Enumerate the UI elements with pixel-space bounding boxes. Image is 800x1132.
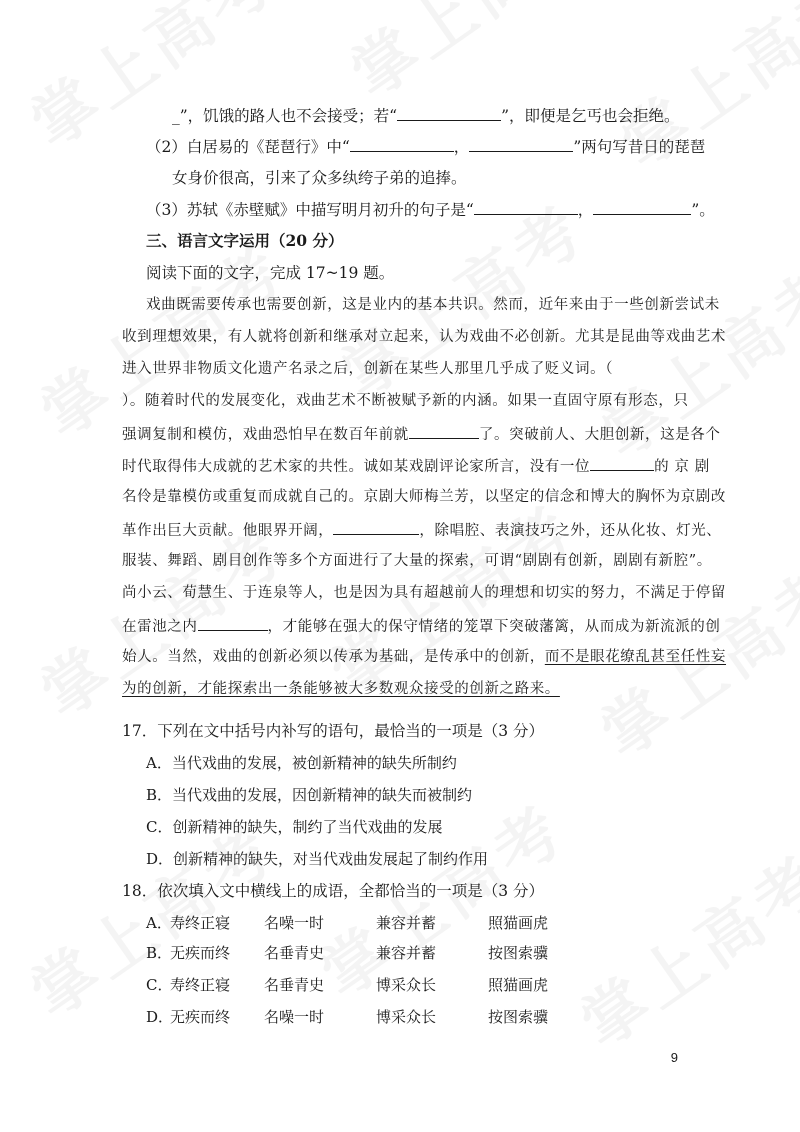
passage-line: 在雷池之内 ，才能够在强大的保守情绪的笼罩下突破藩篱，从而成为新流派的创	[122, 614, 721, 638]
question-2-continuation: 女身价很高，引来了众多纨绔子弟的追捧。	[172, 169, 467, 187]
underlined-sentence: 而不是眼花缭乱甚至任性妄	[544, 649, 727, 665]
answer-blank[interactable]	[397, 104, 501, 121]
passage-line: 始人。当然，戏曲的创新必须以传承为基础，是传承中的创新，而不是眼花缭乱甚至任性妄	[122, 649, 727, 665]
answer-blank[interactable]	[469, 135, 573, 152]
answer-blank[interactable]	[590, 454, 654, 471]
passage-line: ）。随着时代的发展变化，戏曲艺术不断被赋予新的内涵。如果一直固守原有形态，只	[122, 393, 689, 409]
answer-blank[interactable]	[333, 518, 419, 535]
passage-line: 尚小云、荀慧生、于连泉等人，也是因为具有超越前人的理想和切实的努力，不满足于停留	[122, 585, 726, 601]
passage-line: 革作出巨大贡献。他眼界开阔， ，除唱腔、表演技巧之外，还从化妆、灯光、	[122, 518, 721, 542]
question-17-option-a[interactable]: A．当代戏曲的发展，被创新精神的缺失所制约	[146, 754, 457, 772]
question-2-line: （2）白居易的《琵琶行》中“ ， ”两句写昔日的琵琶	[146, 135, 705, 158]
passage-line: 时代取得伟大成就的艺术家的共性。诚如某戏剧评论家所言，没有一位 的 京 剧	[122, 454, 710, 478]
section-heading: 三、语言文字运用（20 分）	[146, 231, 344, 250]
passage-line: 收到理想效果，有人就将创新和继承对立起来，认为戏曲不必创新。尤其是昆曲等戏曲艺术	[122, 329, 726, 345]
passage-line: 强调复制和模仿，戏曲恐怕早在数百年前就 了。突破前人、大胆创新，这是各个	[122, 422, 721, 446]
passage-line: 名伶是靠模仿或重复而成就自己的。京剧大师梅兰芳，以坚定的信念和博大的胸怀为京剧改	[122, 489, 726, 505]
passage-line: 服装、舞蹈、剧目创作等多个方面进行了大量的探索，可谓“剧剧有创新，剧剧有新腔”。	[122, 553, 712, 569]
answer-blank[interactable]	[198, 614, 268, 631]
underlined-sentence: 为的创新，才能探索出一条能够被大多数观众接受的创新之路来。	[122, 681, 560, 697]
page-number: 9	[670, 1050, 678, 1065]
section-instruction: 阅读下面的文字，完成 17~19 题。	[146, 264, 395, 282]
passage-line: 戏曲既需要传承也需要创新，这是业内的基本共识。然而，近年来由于一些创新尝试未	[146, 297, 720, 313]
question-17-option-d[interactable]: D．创新精神的缺失，对当代戏曲发展起了制约作用	[146, 850, 489, 868]
answer-blank[interactable]	[474, 198, 578, 215]
question-17-stem: 17．下列在文中括号内补写的语句，最恰当的一项是（3 分）	[122, 722, 545, 740]
answer-blank[interactable]	[593, 198, 691, 215]
poem-line-1: _”，饥饿的路人也不会接受；若“ ”，即便是乞丐也会拒绝。	[172, 104, 680, 127]
question-17-option-c[interactable]: C．创新精神的缺失，制约了当代戏曲的发展	[146, 818, 443, 836]
passage-line: 进入世界非物质文化遗产名录之后，创新在某些人那里几乎成了贬义词。（	[122, 361, 614, 377]
question-18-stem: 18．依次填入文中横线上的成语，全都恰当的一项是（3 分）	[122, 882, 545, 900]
answer-blank[interactable]	[409, 422, 479, 439]
question-17-option-b[interactable]: B．当代戏曲的发展，因创新精神的缺失而被制约	[146, 786, 473, 804]
document-page: _”，饥饿的路人也不会接受；若“ ”，即便是乞丐也会拒绝。 （2）白居易的《琵琶行》中“ ， ”两句写昔日的琵琶 女身价很高，引来了众多纨绔子弟的追捧。 （3）苏轼《赤壁赋》中描写明月初升的句子是“ ， ”。 三、语言文字运用（20 分） 阅读下面的文字，完成 17~19 题。 戏曲既需要传承也需要创新，这是业内的基本共识。然而，近年来由于一些创新尝试未 收到理想效果，有人就将创新和继承对立起来，认为戏曲不必创新。尤其是昆曲等戏曲艺术 进入世界非物质文化遗产名录之后，创新在某些人那里几乎成了贬义词。（ ）。随着时代的发展变化，戏曲艺术不断被赋予新的内涵。如果一直固守原有形态，只 强调复制和模仿，戏曲恐怕早在数百年前就 了。突破前人、大胆创新，这是各个 时代取得伟大成就的艺术家的共性。诚如某戏剧评论家所言，没有一位 的 京 剧 名伶是靠模仿或重复而成就自己的。京剧大师梅兰芳，以坚定的信念和博大的胸怀为京剧改 革作出巨大贡献。他眼界开阔， ，除唱腔、表演技巧之外，还从化妆、灯光、 服装、舞蹈、剧目创作等多个方面进行了大量的探索，可谓“剧剧有创新，剧剧有新腔”。 尚小云、荀慧生、于连泉等人，也是因为具有超越前人的理想和切实的努力，不满足于停留 在雷池之内 ，才能够在强大的保守情绪的笼罩下突破藩篱，从而成为新流派的创 始人。当然，戏曲的创新必须以传承为基础，是传承中的创新，而不是眼花缭乱甚至任性妄 为的创新，才能探索出一条能够被大多数观众接受的创新之路来。 17．下列在文中括号内补写的语句，最恰当的一项是（3 分） A．当代戏曲的发展，被创新精神的缺失所制约 B．当代戏曲的发展，因创新精神的缺失而被制约 C．创新精神的缺失，制约了当代戏曲的发展 D．创新精神的缺失，对当代戏曲发展起了制约作用 18．依次填入文中横线上的成语，全都恰当的一项是（3 分） A． 寿终正寝 名噪一时 兼容并蓄 照猫画虎 B． 无疾而终 名垂青史 兼容并蓄 按图索骥 C． 寿终正寝 名垂青史 博采众长 照猫画虎 D． 无疾而终 名噪一时 博采众长 按图索骥 9	[0, 0, 800, 1132]
question-3-line: （3）苏轼《赤壁赋》中描写明月初升的句子是“ ， ”。	[146, 198, 715, 221]
answer-blank[interactable]	[350, 135, 454, 152]
